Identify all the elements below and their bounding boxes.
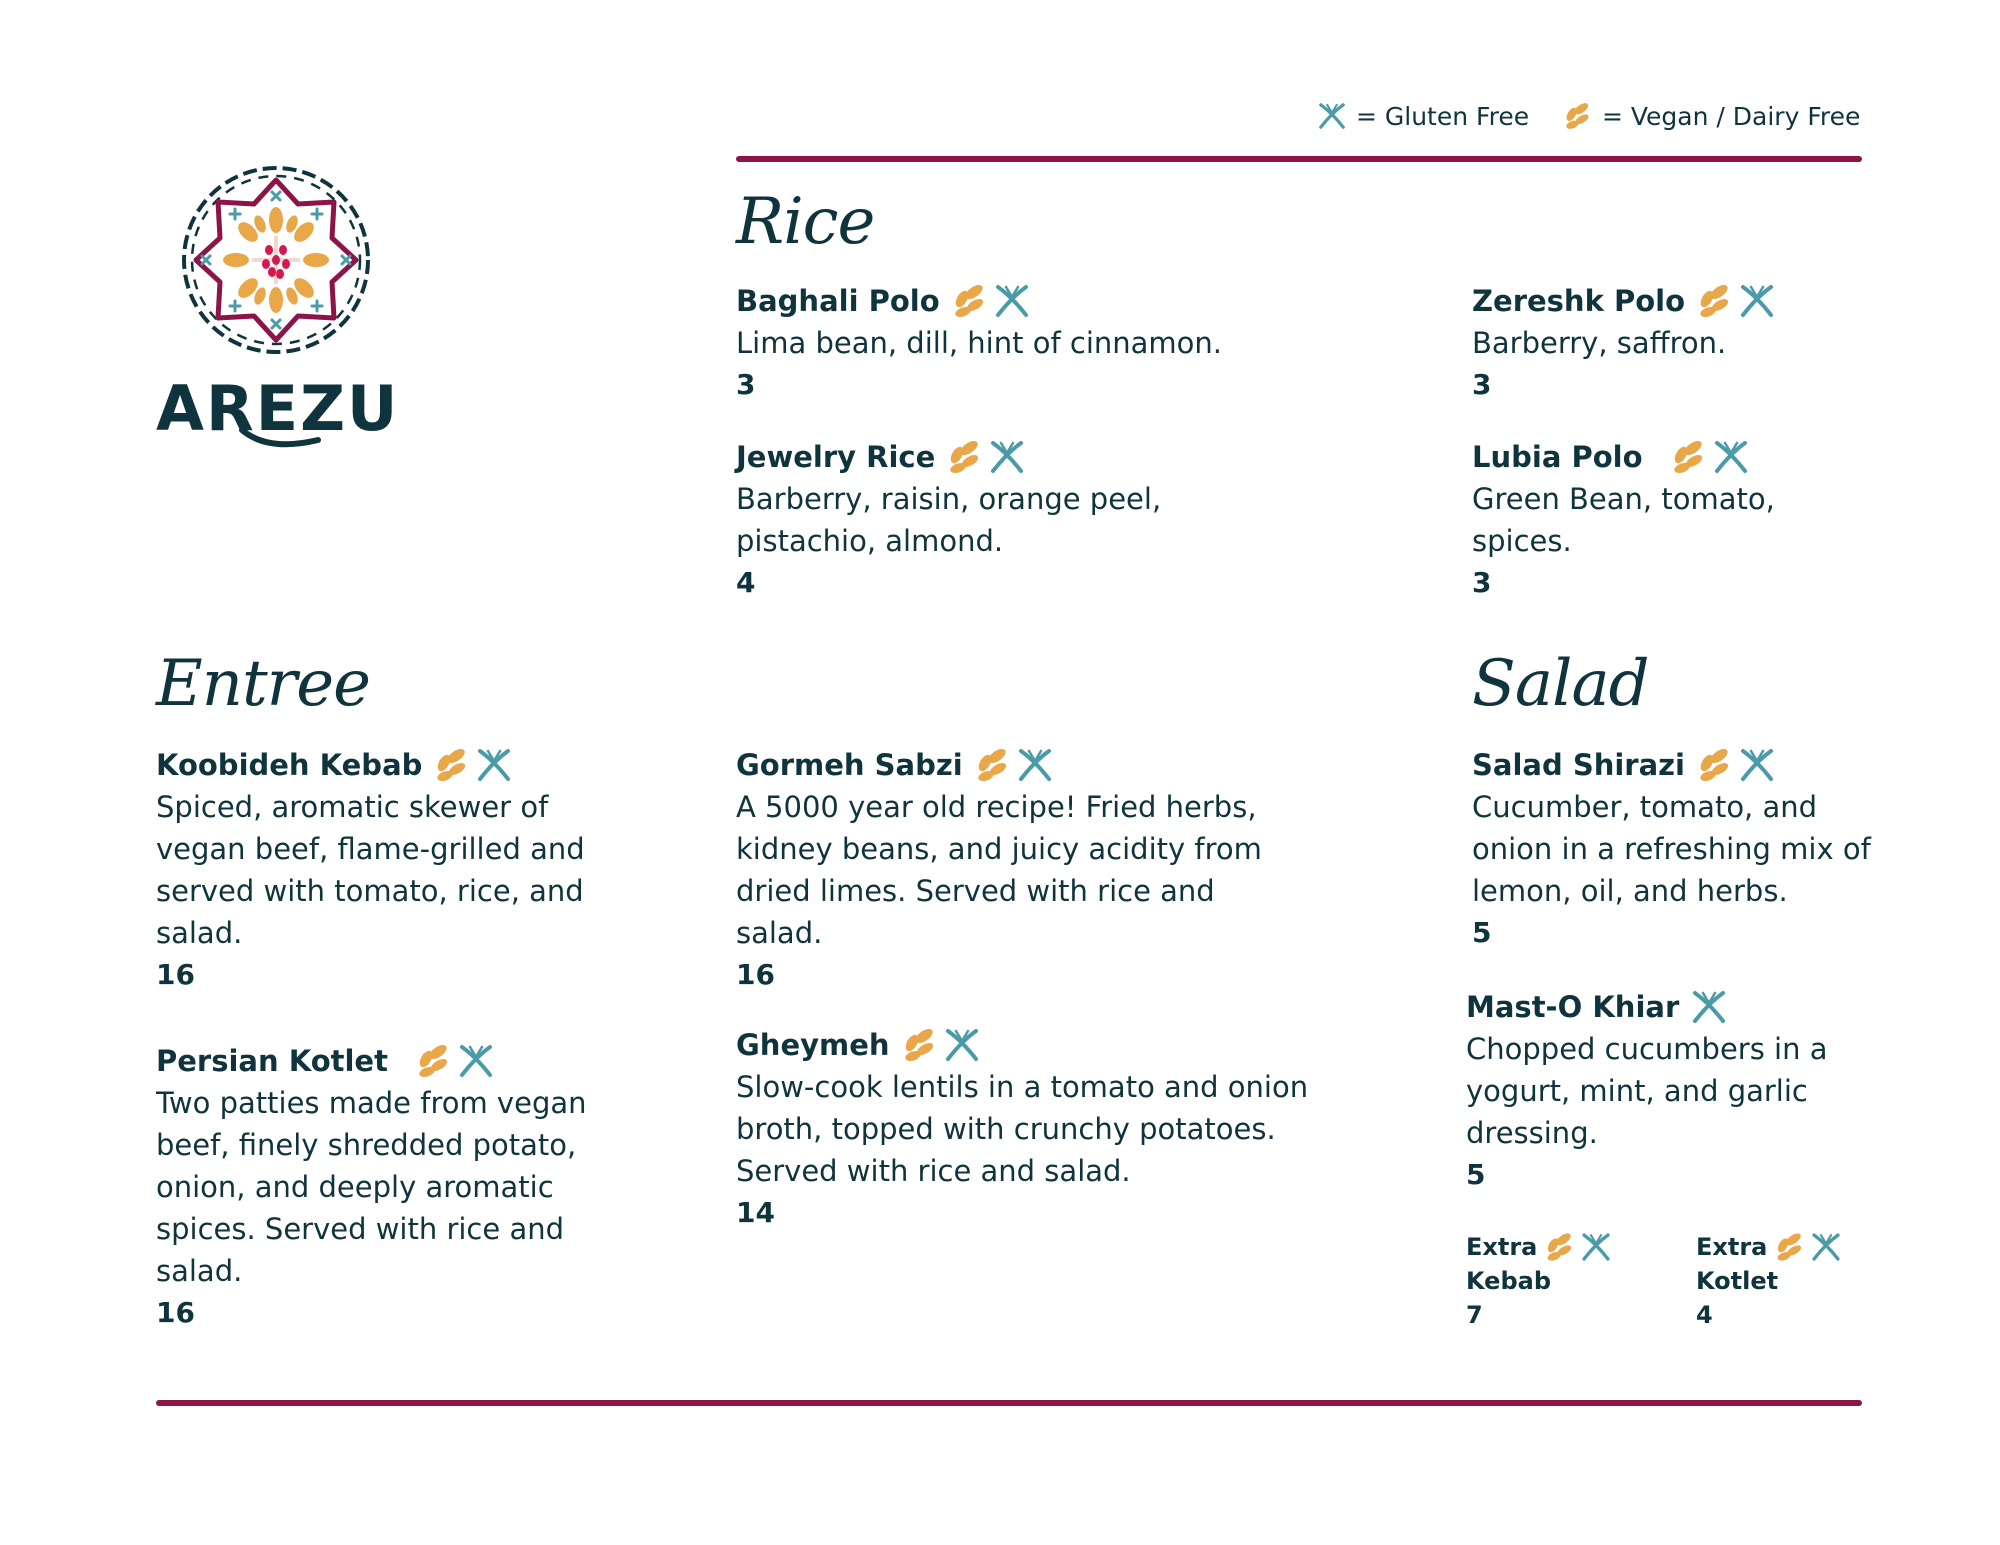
item-description: Barberry, saffron. (1472, 326, 1727, 360)
brand-name: AREZU (156, 372, 400, 445)
brand-swash (238, 426, 322, 454)
item-price: 16 (156, 958, 195, 991)
item-price: 7 (1466, 1301, 1483, 1329)
gluten-free-icon (1737, 745, 1777, 785)
menu-item-zereshk-polo (1472, 280, 1872, 406)
item-price: 16 (156, 1296, 195, 1329)
item-price: 4 (1696, 1301, 1713, 1329)
item-name: Extra (1696, 1233, 1768, 1261)
item-description: Lima bean, dill, hint of cinnamon. (736, 326, 1223, 360)
menu-item-lubia-polo (1472, 436, 1812, 604)
gluten-free-icon (1579, 1230, 1613, 1264)
gluten-free-icon (992, 281, 1032, 321)
menu-item-salad-shirazi (1472, 744, 1872, 954)
gluten-free-icon (942, 1025, 982, 1065)
gluten-free-icon (1737, 281, 1777, 321)
vegan-icon (1543, 1230, 1577, 1264)
item-description: A 5000 year old recipe! Fried herbs, kidney beans, and juicy acidity from dried limes. Served with rice and salad. (736, 790, 1262, 950)
gluten-free-icon (1689, 987, 1729, 1027)
item-name: Baghali Polo (736, 284, 940, 318)
vegan-icon (900, 1025, 940, 1065)
item-description: Spiced, aromatic skewer of vegan beef, flame-grilled and served with tomato, rice, and salad. (156, 790, 585, 950)
item-description: Chopped cucumbers in a yogurt, mint, and garlic dressing. (1466, 1032, 1828, 1150)
vegan-icon (945, 437, 985, 477)
menu-item-jewelry-rice (736, 436, 1206, 604)
gluten-free-icon (1015, 745, 1055, 785)
item-name: Salad Shirazi (1472, 748, 1685, 782)
item-description: Barberry, raisin, orange peel, pistachio, almond. (736, 482, 1162, 558)
gluten-free-icon (987, 437, 1027, 477)
vegan-icon (973, 745, 1013, 785)
item-description: Cucumber, tomato, and onion in a refreshing mix of lemon, oil, and herbs. (1472, 790, 1871, 908)
vegan-icon (432, 745, 472, 785)
vegan-icon (414, 1041, 454, 1081)
item-price: 3 (736, 368, 756, 401)
top-divider (736, 156, 1862, 162)
item-description: Two patties made from vegan beef, finely shredded potato, onion, and deeply aromatic spices. Served with rice and salad. (156, 1086, 587, 1288)
item-name: Koobideh Kebab (156, 748, 423, 782)
item-name: Mast-O Khiar (1466, 990, 1680, 1024)
vegan-icon (950, 281, 990, 321)
item-price: 4 (736, 566, 756, 599)
section-title-rice: Rice (736, 185, 875, 259)
vegan-icon (1695, 745, 1735, 785)
menu-item-koobideh-kebab (156, 744, 606, 996)
item-description: Green Bean, tomato, spices. (1472, 482, 1775, 558)
item-price: 5 (1466, 1158, 1486, 1191)
legend-gluten-free-label: = Gluten Free (1356, 101, 1530, 131)
vegan-icon (1562, 100, 1594, 132)
item-name: Persian Kotlet (156, 1044, 388, 1078)
item-name: Gheymeh (736, 1028, 890, 1062)
item-name: Gormeh Sabzi (736, 748, 963, 782)
item-price: 3 (1472, 566, 1492, 599)
gluten-free-icon (1809, 1230, 1843, 1264)
item-price: 16 (736, 958, 775, 991)
gluten-free-icon (1316, 100, 1348, 132)
menu-item-persian-kotlet (156, 1040, 606, 1334)
gluten-free-icon (1711, 437, 1751, 477)
item-description: Slow-cook lentils in a tomato and onion broth, topped with crunchy potatoes. Served with rice and salad. (736, 1070, 1309, 1188)
item-name-line2: Kebab (1466, 1267, 1552, 1295)
item-price: 14 (736, 1196, 775, 1229)
item-name: Zereshk Polo (1472, 284, 1685, 318)
menu-item-baghali-polo (736, 280, 1296, 406)
section-title-salad: Salad (1472, 647, 1649, 721)
bottom-divider (156, 1400, 1862, 1406)
arezu-mandala-logo (176, 162, 376, 358)
extra-item-kotlet (1696, 1230, 1886, 1332)
item-name: Extra (1466, 1233, 1538, 1261)
vegan-icon (1669, 437, 1709, 477)
legend-gluten-free (1316, 100, 1529, 132)
gluten-free-icon (456, 1041, 496, 1081)
menu-item-gheymeh (736, 1024, 1326, 1234)
item-name: Jewelry Rice (736, 440, 936, 474)
menu-item-mast-o-khiar (1466, 986, 1866, 1196)
gluten-free-icon (474, 745, 514, 785)
menu-item-gormeh-sabzi (736, 744, 1306, 996)
extra-item-kebab (1466, 1230, 1656, 1332)
item-name-line2: Kotlet (1696, 1267, 1779, 1295)
item-price: 5 (1472, 916, 1492, 949)
item-price: 3 (1472, 368, 1492, 401)
section-title-entree: Entree (156, 647, 370, 721)
item-name: Lubia Polo (1472, 440, 1643, 474)
legend-vegan (1562, 100, 1860, 132)
vegan-icon (1773, 1230, 1807, 1264)
legend-vegan-label: = Vegan / Dairy Free (1602, 101, 1861, 131)
vegan-icon (1695, 281, 1735, 321)
